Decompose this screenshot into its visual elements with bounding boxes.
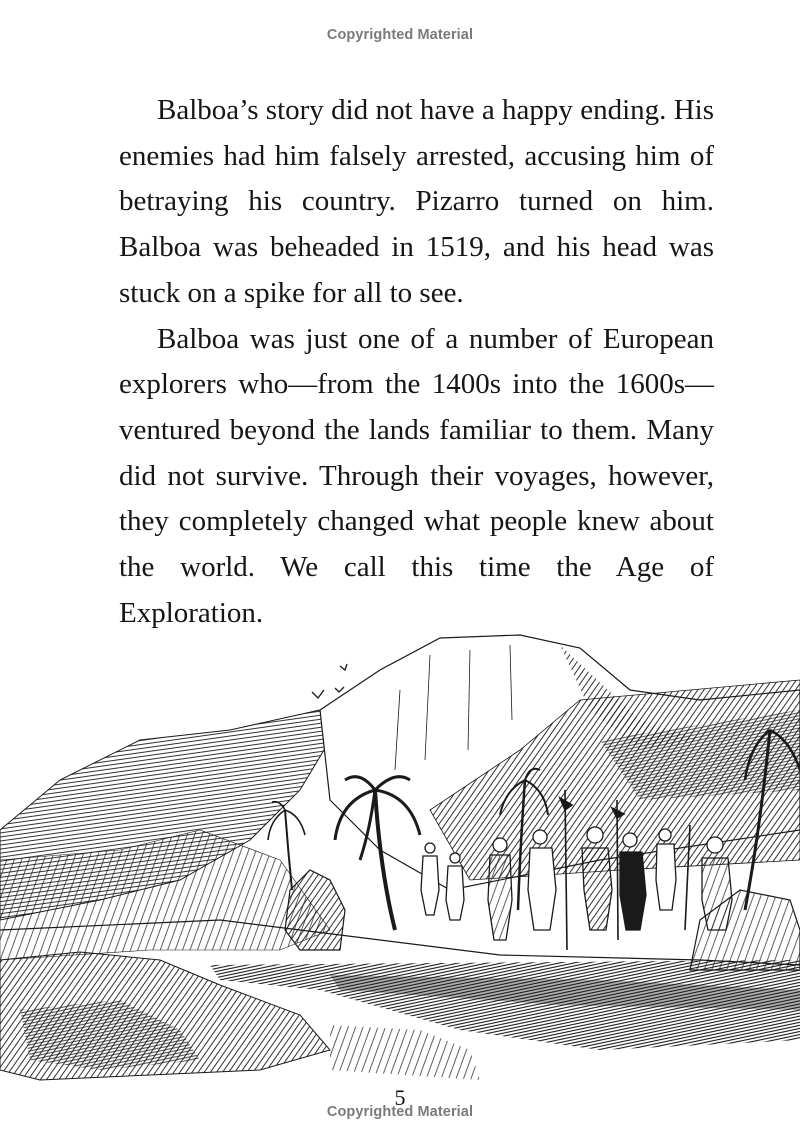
illustration-drawing [0, 630, 800, 1090]
body-text [119, 88, 714, 636]
paragraph-1: Balboa’s story did not have a happy ending. His enemies had him falsely arrested, accusing him of betraying his country. Pizarro turned on him. Balboa was beheaded in 1519, and his head was stuck on a spike for all to see. [119, 94, 714, 309]
paragraph-2: Balboa was just one of a number of European explorers who—from the 1400s into the 1600s—ventured beyond the lands familiar to them. Many did not survive. Through their voyages, however, they completely changed what people knew about the world. We call this time the Age of Exploration. [119, 322, 714, 629]
page-number: 5 [394, 1085, 406, 1110]
explorers-illustration [0, 630, 800, 1090]
birds [312, 664, 347, 698]
copyright-watermark-top: Copyrighted Material [326, 27, 474, 43]
copyright-watermark-bottom: Copyrighted Material [326, 1104, 474, 1120]
